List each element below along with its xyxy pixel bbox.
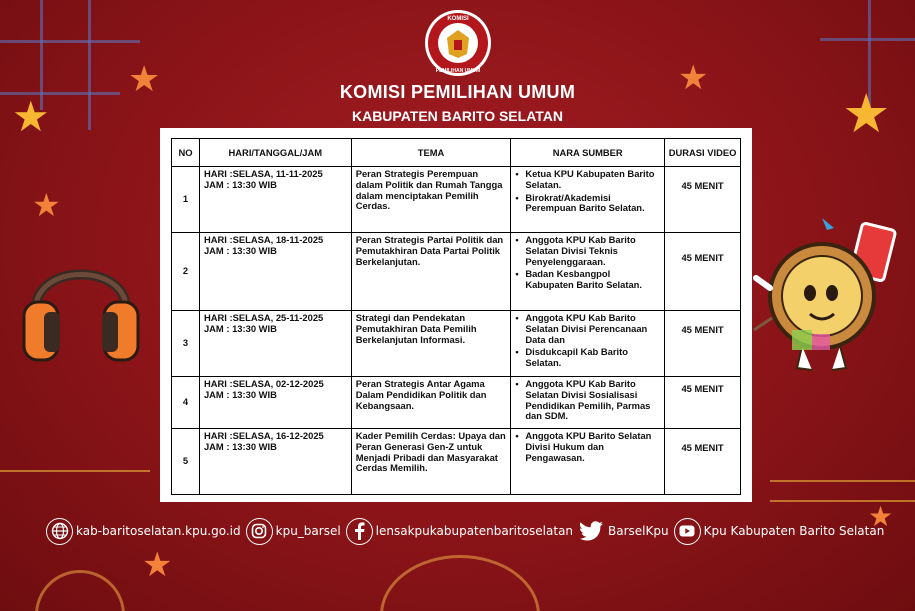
row-number: 1	[172, 167, 200, 233]
row-date-cell	[199, 233, 351, 311]
header-speakers: NARA SUMBER	[511, 139, 665, 167]
social-label: Kpu Kabupaten Barito Selatan	[703, 524, 885, 538]
row-duration-cell	[665, 167, 741, 233]
row-time: JAM : 13:30 WIB	[203, 178, 277, 190]
speaker-item: • Birokrat/Akademisi Perempuan Barito Selatan.	[515, 193, 660, 215]
row-duration: 45 MENIT	[681, 252, 724, 264]
kpu-logo	[423, 8, 493, 78]
row-time: JAM : 13:30 WIB	[203, 244, 277, 256]
row-number: 2	[172, 233, 200, 311]
row-date-cell	[199, 167, 351, 233]
row-number: 3	[172, 311, 200, 377]
decor-line	[0, 470, 150, 472]
table-header-row	[172, 139, 741, 167]
page-title: KOMISI PEMILIHAN UMUM	[339, 82, 576, 102]
row-duration-cell	[665, 377, 741, 429]
table-row	[172, 377, 741, 429]
row-topic: Strategi dan Pendekatan Pemutakhiran Data Pemilih Berkelanjutan Informasi.	[351, 311, 511, 377]
decor-line	[820, 38, 915, 41]
speaker-item: • Disdukcapil Kab Barito Selatan.	[515, 347, 660, 369]
header-topic: TEMA	[351, 139, 511, 167]
row-number: 4	[172, 377, 200, 429]
speaker-item: • Ketua KPU Kabupaten Barito Selatan.	[515, 169, 660, 191]
row-speakers	[511, 377, 665, 429]
row-date: HARI :SELASA, 18-11-2025	[203, 234, 324, 245]
row-duration: 45 MENIT	[681, 383, 724, 395]
globe-icon	[46, 518, 73, 545]
header-date: HARI/TANGGAL/JAM	[199, 139, 351, 167]
youtube-icon	[674, 518, 701, 545]
row-duration-cell	[665, 233, 741, 311]
row-duration-cell	[665, 311, 741, 377]
star-icon: ★	[142, 546, 173, 584]
kpu-mascot-icon	[752, 218, 902, 378]
row-duration-cell	[665, 429, 741, 495]
row-date: HARI :SELASA, 11-11-2025	[203, 168, 323, 179]
speaker-item: • Badan Kesbangpol Kabupaten Barito Selatan.	[515, 269, 660, 291]
social-link-website[interactable]	[46, 518, 241, 545]
row-number: 5	[172, 429, 200, 495]
star-icon: ★	[868, 501, 894, 532]
star-icon: ★	[128, 58, 161, 99]
page-subtitle: KABUPATEN BARITO SELATAN	[351, 108, 564, 124]
row-time: JAM : 13:30 WIB	[203, 440, 277, 452]
twitter-icon	[578, 518, 605, 545]
row-time: JAM : 13:30 WIB	[203, 322, 277, 334]
star-icon: ★	[32, 187, 61, 223]
speaker-item: • Anggota KPU Kab Barito Selatan Divisi Teknis Penyelenggaraan.	[515, 235, 660, 267]
table-row	[172, 429, 741, 495]
row-topic: Peran Strategis Perempuan dalam Politik dan Rumah Tangga dalam menciptakan Pemilih Cerdas.	[351, 167, 511, 233]
row-date: HARI :SELASA, 16-12-2025	[203, 430, 324, 441]
decor-line	[0, 40, 140, 43]
social-link-instagram[interactable]	[246, 518, 341, 545]
header-duration: DURASI VIDEO	[665, 139, 741, 167]
speaker-item: • Anggota KPU Kab Barito Selatan Divisi Sosialisasi Pendidikan Pemilih, Parmas dan SDM.	[515, 379, 660, 422]
social-label: kpu_barsel	[275, 524, 341, 538]
social-links-bar	[46, 514, 889, 548]
speaker-item: • Anggota KPU Kab Barito Selatan Divisi Perencanaan Data dan	[515, 313, 660, 345]
star-icon: ★	[842, 84, 891, 144]
row-speakers	[511, 233, 665, 311]
schedule-table	[171, 138, 741, 495]
row-speakers	[511, 167, 665, 233]
header-no: NO	[172, 139, 200, 167]
instagram-icon	[246, 518, 273, 545]
row-duration: 45 MENIT	[681, 324, 724, 336]
row-date: HARI :SELASA, 25-11-2025	[203, 312, 324, 323]
social-label: kab-baritoselatan.kpu.go.id	[76, 524, 241, 538]
decor-arc	[35, 570, 125, 611]
row-time: JAM : 13:30 WIB	[203, 388, 277, 400]
row-date-cell	[199, 429, 351, 495]
speaker-item: • Anggota KPU Barito Selatan Divisi Hukum dan Pengawasan.	[515, 431, 660, 463]
decor-line	[770, 480, 915, 482]
row-topic: Peran Strategis Partai Politik dan Pemutakhiran Data Partai Politik Berkelanjutan.	[351, 233, 511, 311]
row-speakers	[511, 429, 665, 495]
table-row	[172, 233, 741, 311]
social-label: lensakpukabupatenbaritoselatan	[375, 524, 574, 538]
facebook-icon	[346, 518, 373, 545]
schedule-table-card	[160, 128, 752, 502]
headphones-icon	[22, 232, 140, 367]
decor-line	[770, 500, 915, 502]
social-link-youtube[interactable]	[674, 518, 885, 545]
social-label: BarselKpu	[608, 524, 669, 538]
row-date-cell	[199, 311, 351, 377]
social-link-twitter[interactable]	[578, 518, 669, 545]
table-row	[172, 311, 741, 377]
table-row	[172, 167, 741, 233]
star-icon: ★	[12, 93, 50, 140]
row-topic: Peran Strategis Antar Agama Dalam Pendidikan Politik dan Kebangsaan.	[351, 377, 511, 429]
row-date: HARI :SELASA, 02-12-2025	[203, 378, 324, 389]
row-date-cell	[199, 377, 351, 429]
logo-text-top: KOMISI	[447, 16, 469, 22]
row-duration: 45 MENIT	[681, 442, 724, 454]
row-topic: Kader Pemilih Cerdas: Upaya dan Peran Generasi Gen-Z untuk Menjadi Pribadi dan Masyarakat Cerdas Memilih.	[351, 429, 511, 495]
row-speakers	[511, 311, 665, 377]
decor-arc	[380, 555, 540, 611]
logo-text-bottom: PEMILIHAN UMUM	[435, 68, 481, 74]
social-link-facebook[interactable]	[346, 518, 573, 545]
star-icon: ★	[678, 59, 709, 97]
row-duration: 45 MENIT	[681, 180, 724, 192]
